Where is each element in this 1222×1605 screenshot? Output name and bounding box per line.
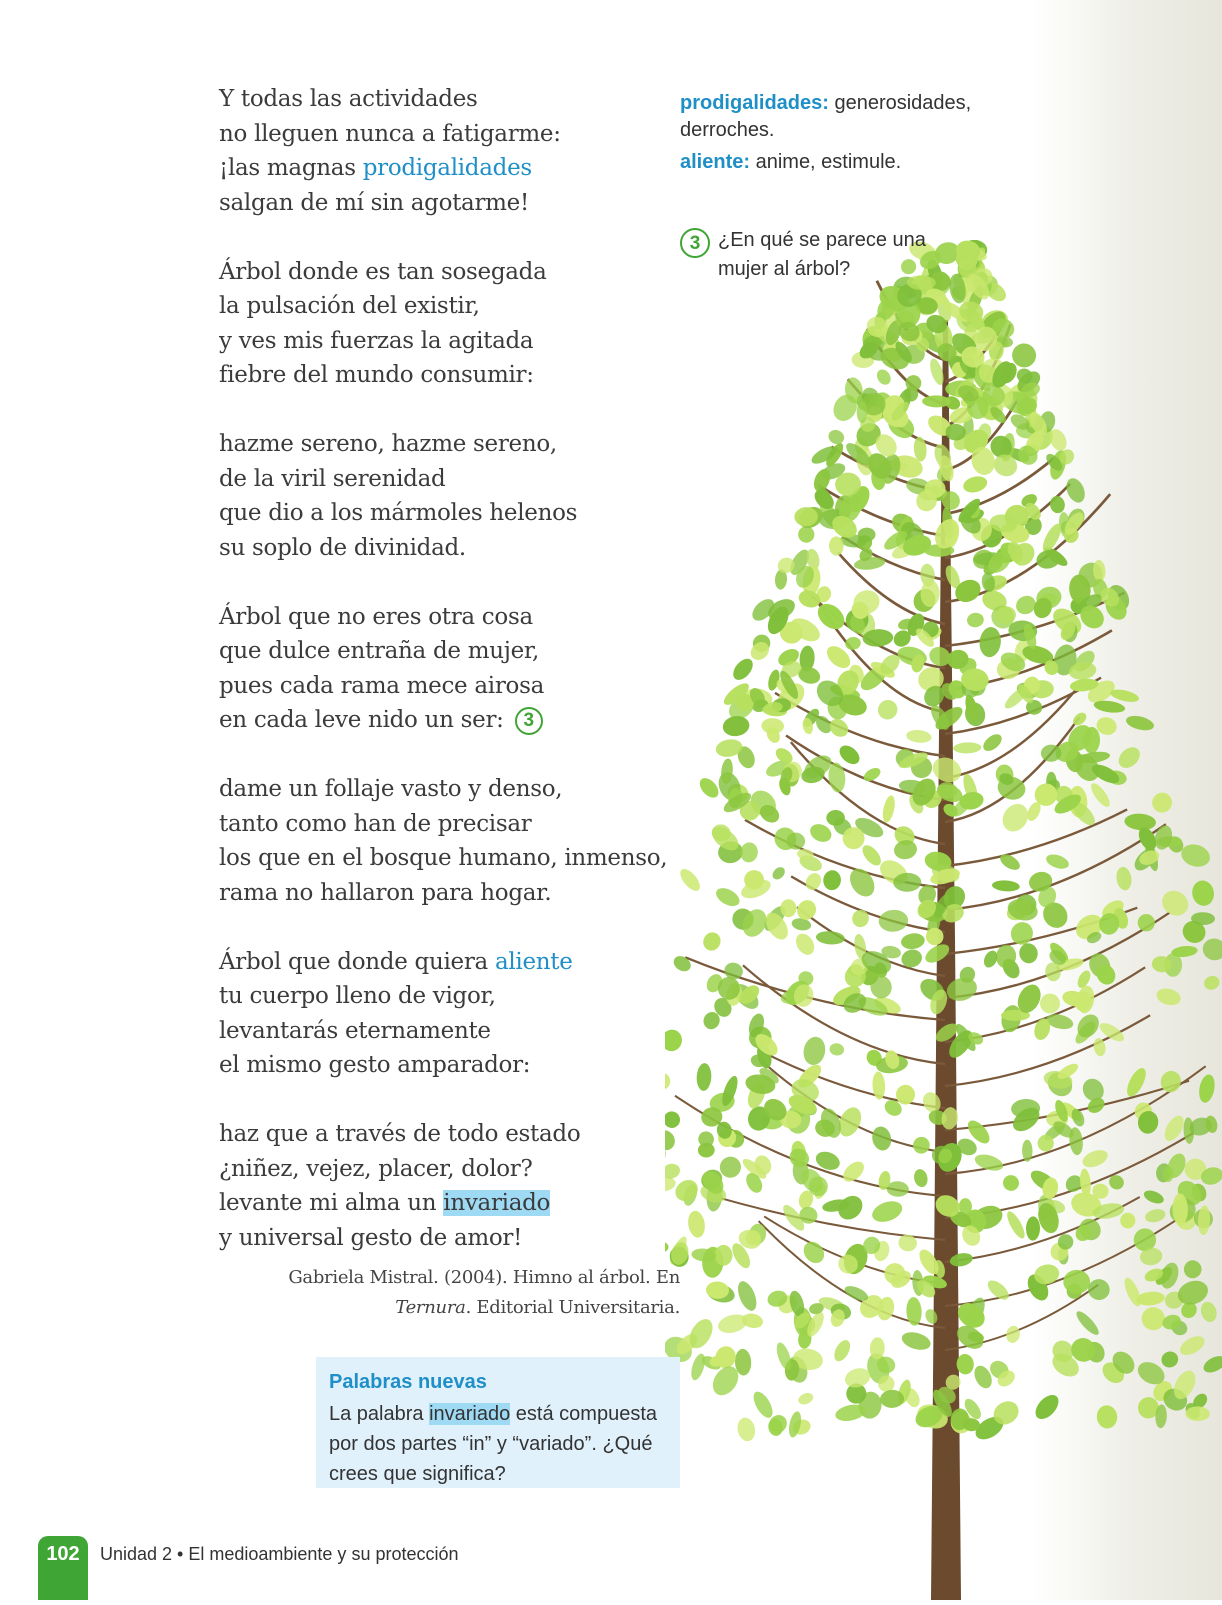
tree-leaf [1026,1216,1040,1240]
poem-stanza [219,772,679,910]
tree-leaf [770,865,787,882]
tree-leaf [677,866,704,894]
citation-book-title: Ternura [395,1297,466,1318]
poem-line [219,1048,679,1083]
tree-leaf [881,794,897,823]
poem-line [219,186,679,221]
poem-line-text: Y todas las actividades [219,86,478,112]
tree-leaf [893,838,919,861]
poem-stanza [219,255,679,393]
tree-leaf [696,1063,712,1092]
new-words-box [316,1357,680,1488]
poem-line-text: tu cuerpo lleno de vigor, [219,983,496,1009]
poem-line [219,531,679,566]
tree-leaf [1031,1391,1063,1424]
citation-publisher: . Editorial Universitaria. [465,1297,680,1318]
poem-line-text: y ves mis fuerzas la agitada [219,327,534,354]
glossary-term: prodigalidades: [680,92,829,114]
tree-leaf [1075,968,1093,989]
poem-line-text: hazme sereno, hazme sereno, [219,431,557,457]
poem-line [219,289,679,324]
tree-leaf [1159,1349,1181,1370]
poem-line [219,1117,679,1152]
poem-line [219,427,679,462]
poem-stanza [219,82,679,220]
tree-leaf [978,626,1002,658]
poem-line-text: los que en el bosque humano, inmenso, [219,845,668,871]
tree-leaf [1150,791,1173,814]
tree-leaf [906,729,933,744]
tree-leaf [722,714,751,738]
poem-line [219,807,679,842]
poem-stanza [219,1117,679,1255]
tree-leaf [713,884,743,909]
poem-line-text: la pulsación del existir, [219,293,480,319]
tree-leaf [801,1035,827,1067]
question-3 [680,226,940,284]
tree-leaf [911,1134,933,1156]
tree-leaf [1125,713,1156,733]
poem-line [219,1152,679,1187]
poem-line-text: ¿niñez, vejez, placer, dolor? [219,1155,533,1182]
tree-leaf [815,930,845,945]
tree-leaf [1017,942,1039,965]
poem-line [219,634,679,669]
glossary-entry [680,149,1020,176]
poem-line [219,117,679,152]
poem-line [219,324,679,359]
poem-line-text: fiebre del mundo consumir: [219,362,534,388]
poem [219,82,679,1290]
tree-leaf [1096,1404,1119,1429]
tree-leaf [1197,1205,1211,1235]
new-words-text-pre: La palabra [329,1403,430,1425]
tree-illustration [665,240,1222,1600]
poem-line-text: levantarás eternamente [219,1017,491,1044]
poem-line-text: haz que a través de todo estado [219,1121,581,1147]
tree-leaf [845,864,879,901]
tree-leaf [980,731,1005,754]
poem-line [219,876,679,911]
poem-line-text: salgan de mí sin agotarme! [219,189,529,216]
poem-line-text: levante mi alma un [219,1190,444,1216]
tree-leaf [822,869,842,891]
tree-leaf [739,841,759,863]
poem-line [219,600,679,635]
poem-line-text: su soplo de divinidad. [219,534,466,561]
poem-line-text: Árbol que no eres otra cosa [219,603,533,630]
tree-leaf [1080,1147,1110,1171]
tree-leaf [859,842,884,869]
tree-leaf [797,525,815,543]
tree-leaf [1088,781,1113,810]
poem-line [219,669,679,704]
tree-leaf [1197,1073,1217,1104]
tree-leaf [700,929,724,953]
tree-image [665,240,1222,1600]
poem-line [219,358,679,393]
glossary-term: aliente: [680,151,751,173]
tree-leaf [1185,1406,1210,1421]
new-words-title: Palabras nuevas [329,1371,487,1393]
tree-leaf [857,401,868,423]
citation-line-1: Gabriela Mistral. (2004). Himno al árbol. En [288,1267,680,1288]
tree-leaf [1144,1207,1167,1224]
tree-leaf [826,427,846,446]
glossary-definition: anime, estimule. [750,151,902,173]
tree-leaf [1120,1213,1135,1229]
new-words-text-post: está compuesta por dos partes “in” y “variado”. ¿Qué crees que significa? [329,1403,657,1485]
tree-leaf [929,753,966,787]
new-words-highlighted-word: invariado [429,1403,511,1425]
poem-line-text: que dulce entraña de mujer, [219,638,540,664]
poem-line-text: Árbol donde es tan sosegada [219,258,547,285]
tree-leaf [1178,841,1212,870]
tree-leaf [966,612,985,629]
tree-leaf [1155,986,1183,1008]
tree-leaf [735,1416,757,1443]
highlighted-word: invariado [443,1190,551,1216]
tree-leaf [878,909,909,933]
tree-leaf [807,821,834,845]
poem-line-text: pues cada rama mece airosa [219,672,544,699]
poem-line [219,703,679,738]
tree-leaf [953,742,982,754]
tree-leaf [1138,1304,1168,1334]
tree-leaf [992,880,1020,893]
poem-line-text: rama no hallaron para hogar. [219,879,552,906]
poem-line-text: Árbol que donde quiera [219,948,495,975]
tree-leaf [1073,1308,1101,1337]
tree-leaf [844,636,862,651]
tree-leaf [1044,852,1070,872]
poem-line-text: el mismo gesto amparador: [219,1052,531,1078]
tree-leaf [874,696,901,723]
tree-leaf [900,932,926,951]
question-reference-badge: 3 [515,707,543,735]
glossary-entry [680,90,1020,144]
tree-leaf [1124,813,1157,832]
poem-line [219,945,679,980]
poem-line [219,1186,679,1221]
poem-line [219,1014,679,1049]
footer-unit-title: Unidad 2 • El medioambiente y su protección [100,1544,459,1564]
tree-leaf [1202,974,1221,992]
poem-line-text: de la viril serenidad [219,465,446,492]
poem-line-text: y universal gesto de amor! [219,1224,523,1251]
poem-line [219,979,679,1014]
tree-leaf [869,1197,905,1225]
page-number: 102 [46,1543,80,1565]
tree-leaf [1004,1209,1028,1241]
tree-leaf [874,367,894,387]
tree-leaf [1115,743,1144,772]
tree-leaf [1005,1325,1021,1344]
tree-leaf [1201,1353,1222,1376]
tree-leaf [1063,475,1089,505]
poem-line-text: no lleguen nunca a fatigarme: [219,120,561,147]
tree-leaf [870,1125,894,1153]
poem-line [219,151,679,186]
tree-leaf [734,1279,760,1314]
poem-stanza [219,427,679,565]
question-text: ¿En qué se parece una mujer al árbol? [718,229,926,280]
tree-leaf [839,1158,867,1186]
question-number-badge: 3 [680,228,710,258]
tree-leaf [1001,1173,1020,1192]
poem-line-text: ¡las magnas [219,155,363,181]
poem-line [219,462,679,497]
poem-line-text: tanto como han de precisar [219,810,532,837]
tree-leaf [1157,886,1193,921]
tree-leaf [1190,879,1216,908]
tree-leaf [1035,548,1063,571]
glossary-word: prodigalidades [362,155,532,181]
tree-leaf [729,655,756,683]
poem-line-text: dame un follaje vasto y denso, [219,776,563,802]
citation [240,1263,680,1323]
tree-leaf [829,1042,845,1057]
poem-line-text: que dio a los mármoles helenos [219,500,578,526]
tree-leaf [803,870,824,893]
tree-leaf [1048,495,1066,515]
tree-leaf [1200,936,1222,963]
poem-stanza [219,945,679,1083]
tree-branch [945,1133,1193,1218]
tree-leaf [836,742,863,768]
tree-leaf [686,1210,706,1239]
tree-leaf [831,1337,853,1363]
tree-leaf [1158,1068,1184,1095]
poem-line [219,772,679,807]
poem-line [219,496,679,531]
tree-leaf [792,930,818,958]
tree-leaf [797,1391,816,1407]
tree-leaf [696,775,722,802]
tree-leaf [851,908,871,928]
tree-leaf [750,1389,777,1421]
glossary-word: aliente [494,948,573,975]
poem-line [219,255,679,290]
tree-leaf [912,1168,929,1189]
tree-leaf [1135,912,1157,934]
tree-leaf [961,474,989,495]
poem-stanza [219,600,679,738]
glossary-definition: generosidades, derroches. [680,92,972,141]
poem-line [219,82,679,117]
poem-line [219,1221,679,1256]
tree-leaf [1022,1140,1033,1162]
tree-leaf [900,1329,933,1353]
poem-line-text: en cada leve nido un ser: [219,707,511,733]
tree-leaf [1142,1188,1166,1206]
poem-line [219,841,679,876]
tree-leaf [1183,1259,1203,1280]
tree-leaf [1115,866,1133,892]
tree-leaf [786,1145,813,1172]
tree-leaf [1177,1332,1208,1358]
tree-leaf [1199,1300,1220,1324]
glossary [680,90,1020,181]
